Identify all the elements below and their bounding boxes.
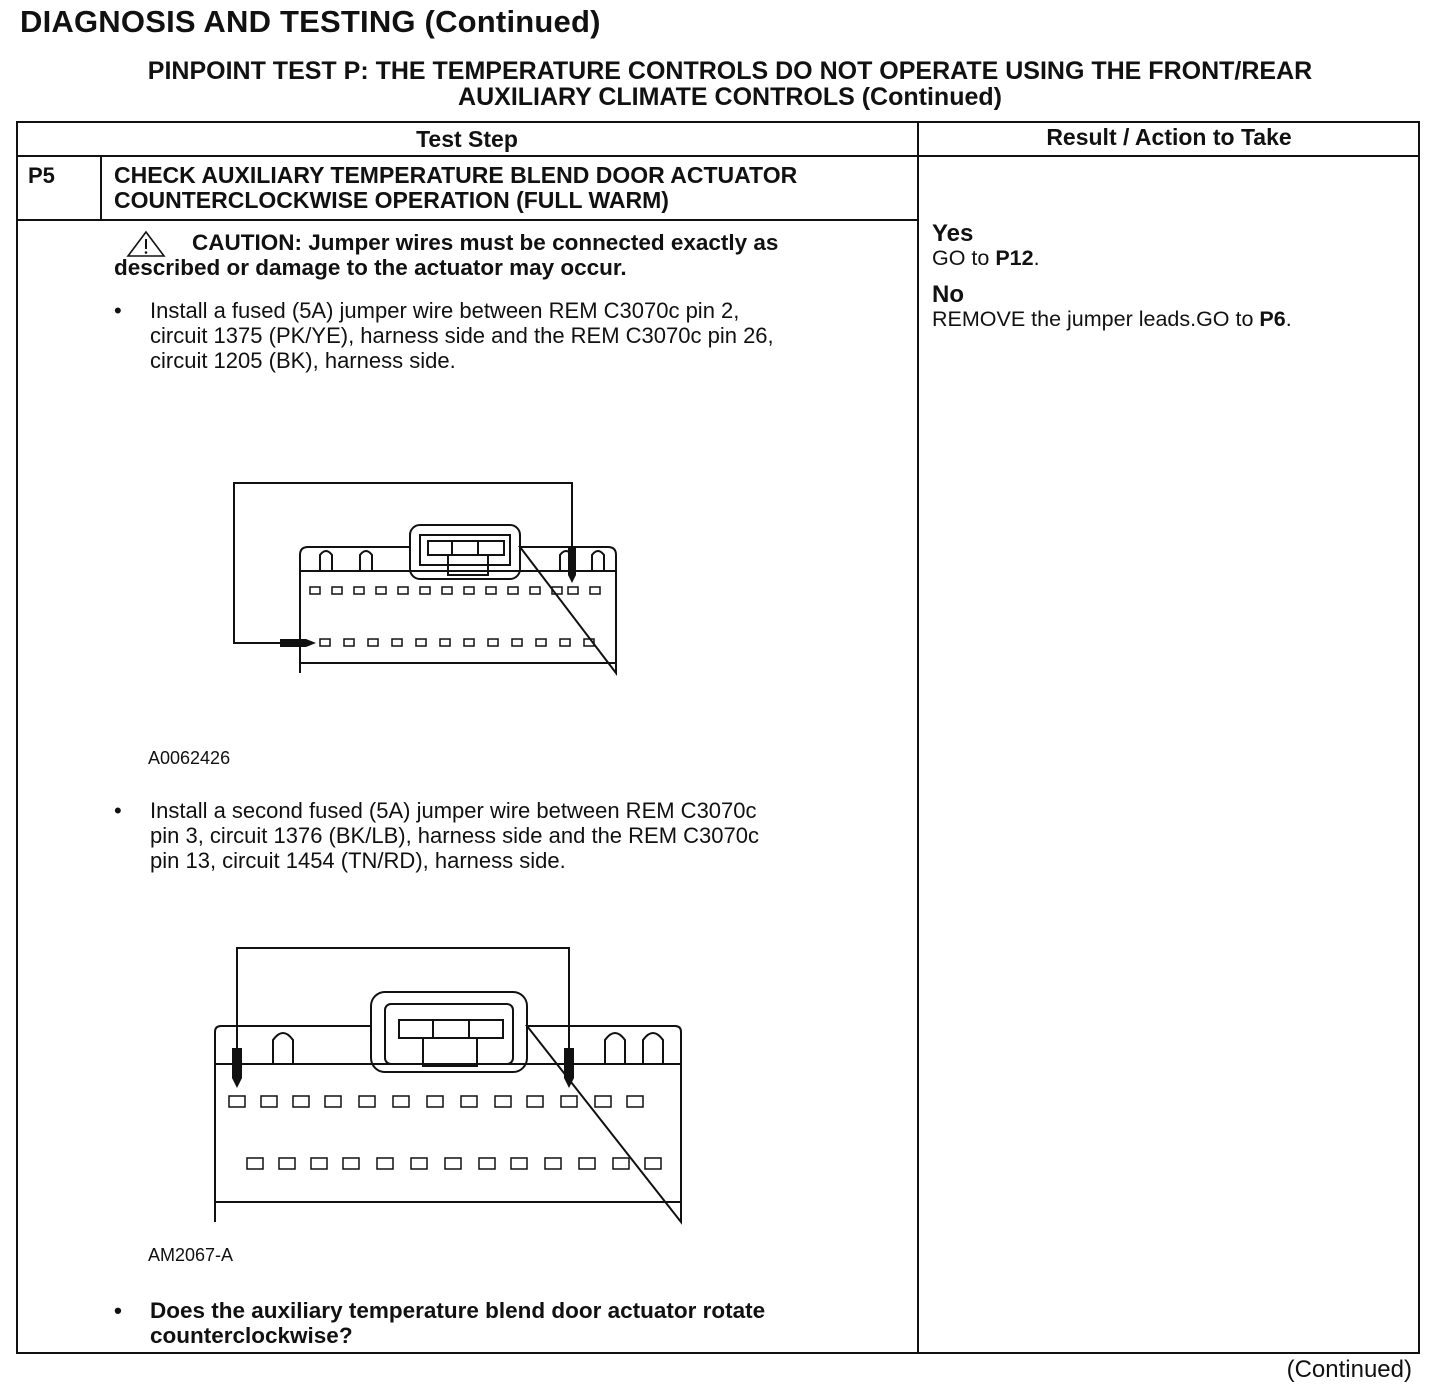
question-line-2: counterclockwise? [150,1323,353,1348]
no-action-text: REMOVE the jumper leads.GO to [932,307,1260,331]
question-line-1: Does the auxiliary temperature blend door actuator rotate [150,1298,766,1323]
pinpoint-test-title [40,58,1420,110]
column-header-result: Result / Action to Take [1046,124,1292,150]
bullet-2-line-2: pin 3, circuit 1376 (BK/LB), harness side and the REM C3070c [150,823,759,848]
section-title: DIAGNOSIS AND TESTING (Continued) [20,4,601,39]
step-title-row-border [16,219,919,221]
bullet-2-line-3: pin 13, circuit 1454 (TN/RD), harness side. [150,848,566,873]
test-title-line-2: AUXILIARY CLIMATE CONTROLS (Continued) [458,83,1002,111]
yes-label: Yes [932,220,974,247]
continued-footer: (Continued) [1286,1356,1412,1383]
bullet-1-line-2: circuit 1375 (PK/YE), harness side and the REM C3070c pin 26, [150,323,774,348]
no-suffix: . [1285,307,1292,331]
yes-target-step: P12 [995,246,1034,270]
connector-diagram-1 [220,475,640,685]
step-title [114,163,797,213]
caution-line-1: CAUTION: Jumper wires must be connected exactly as [192,230,779,255]
no-target-step: P6 [1259,307,1286,331]
no-label: No [932,281,964,308]
bullet-1-line-1: Install a fused (5A) jumper wire between REM C3070c pin 2, [150,298,740,323]
instruction-bullet-2 [114,798,874,878]
yes-suffix: . [1033,246,1040,270]
figure-1-id: A0062426 [148,748,231,768]
bullet-1-line-3: circuit 1205 (BK), harness side. [150,348,456,373]
column-header-test-step: Test Step [416,126,518,152]
result-no [932,283,1292,331]
connector-diagram-2 [205,940,695,1230]
step-title-line-1: CHECK AUXILIARY TEMPERATURE BLEND DOOR ACTUATOR [114,162,798,188]
step-number-divider [100,156,102,220]
bullet-marker: • [114,798,122,823]
result-yes [932,222,1040,270]
figure-2-id: AM2067-A [148,1245,234,1265]
caution-line-2: described or damage to the actuator may occur. [114,255,627,280]
question-bullet [114,1298,874,1348]
header-row-border [16,155,1420,157]
caution-note [114,230,894,280]
step-number: P5 [28,163,55,188]
bullet-2-line-1: Install a second fused (5A) jumper wire between REM C3070c [150,798,757,823]
yes-action-text: GO to [932,246,996,270]
instruction-bullet-1 [114,298,874,378]
column-divider [917,121,919,1354]
step-title-line-2: COUNTERCLOCKWISE OPERATION (FULL WARM) [114,187,669,213]
test-title-line-1: PINPOINT TEST P: THE TEMPERATURE CONTROLS DO NOT OPERATE USING THE FRONT/REAR [147,57,1313,85]
bullet-marker: • [114,1298,122,1323]
bullet-marker: • [114,298,122,323]
